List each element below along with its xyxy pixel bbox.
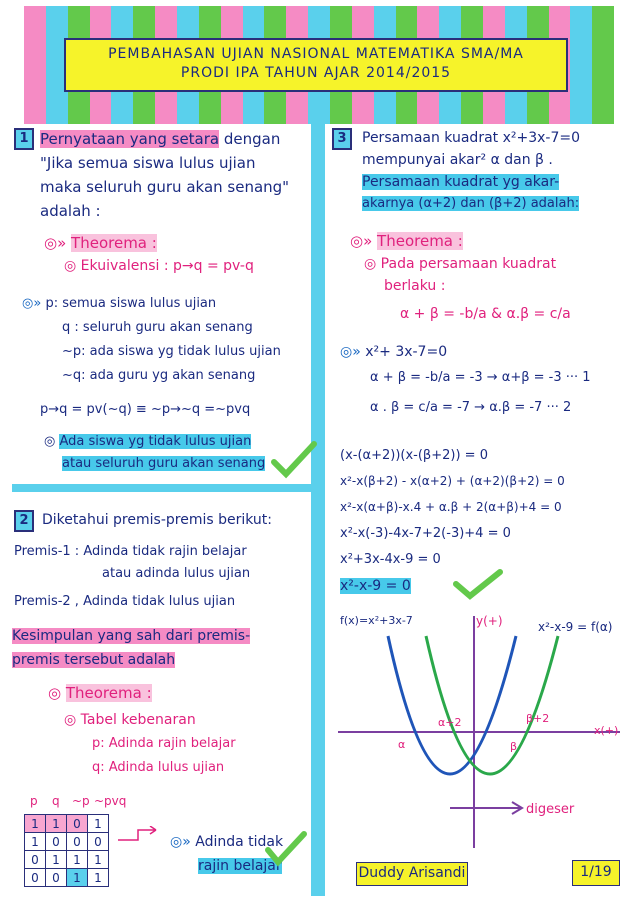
parabola-shifted	[426, 636, 558, 774]
tt-header-p: p	[30, 794, 38, 808]
table-cell: 0	[25, 869, 46, 887]
q3-eq-6	[340, 578, 411, 594]
q3-eq-3: x²-x(α+β)-x.4 + α.β + 2(α+β)+4 = 0	[340, 500, 562, 514]
q2-p: p: Adinda rajin belajar	[92, 736, 236, 751]
q3-eq-2: x²-x(β+2) - x(α+2) + (α+2)(β+2) = 0	[340, 474, 565, 488]
q3-eq-5: x²+3x-4x-9 = 0	[340, 552, 441, 567]
title-line-1: PEMBAHASAN UJIAN NASIONAL MATEMATIKA SMA/MA	[108, 46, 524, 62]
table-cell: 1	[46, 851, 67, 869]
q3-line-2: mempunyai akar² α dan β .	[362, 152, 553, 168]
graph-digeser-label: digeser	[526, 802, 575, 817]
table-cell: 1	[88, 815, 109, 833]
center-divider	[311, 124, 325, 896]
q1-q: q : seluruh guru akan senang	[62, 320, 253, 335]
check-icon	[452, 568, 504, 602]
q2-premis-1a: Premis-1 : Adinda tidak rajin belajar	[14, 544, 247, 559]
q3-eq-4: x²-x(-3)-4x-7+2(-3)+4 = 0	[340, 526, 511, 541]
q2-number-badge: 2	[14, 510, 34, 532]
q3-theorem-label: Theorema :	[377, 232, 463, 250]
tt-header-npvq: ~pvq	[94, 794, 127, 808]
q2-theorem	[48, 684, 152, 702]
q1-answer-2-text: atau seluruh guru akan senang	[62, 456, 266, 471]
q1-theorem	[44, 234, 157, 252]
q2-tabel	[64, 712, 196, 728]
table-cell: 0	[67, 833, 88, 851]
parabola-graph	[330, 612, 630, 852]
bullet-icon: ◎	[44, 434, 60, 449]
q3-pada-2: berlaku :	[384, 278, 446, 294]
target-icon: ◎»	[170, 834, 196, 850]
q1-line-4: adalah :	[40, 202, 101, 220]
q1-p	[22, 296, 216, 311]
table-row	[25, 851, 109, 869]
title-line-2: PRODI IPA TAHUN AJAR 2014/2015	[180, 65, 452, 81]
table-cell: 1	[46, 815, 67, 833]
q1-equiv	[64, 258, 254, 274]
q3-line-1: Persamaan kuadrat x²+3x-7=0	[362, 130, 581, 146]
q3-line-3	[362, 174, 559, 190]
q1-line-1	[40, 130, 280, 148]
q3-step-2: α + β = -b/a = -3 → α+β = -3 ··· 1	[370, 370, 591, 385]
q2-answer-2-text: rajin belajar	[198, 858, 282, 874]
arrow-right-icon	[116, 826, 176, 850]
q3-eq-1: (x-(α+2))(x-(β+2)) = 0	[340, 448, 488, 463]
target-icon: ◎»	[350, 232, 378, 250]
q3-vieta: α + β = -b/a & α.β = c/a	[400, 306, 571, 322]
q3-line-4	[362, 196, 579, 211]
table-row	[25, 833, 109, 851]
q3-line-4-text: akarnya (α+2) dan (β+2) adalah:	[362, 196, 580, 211]
table-cell: 1	[88, 869, 109, 887]
graph-b2-label: β+2	[526, 712, 550, 725]
target-icon: ◎»	[22, 296, 46, 311]
q2-line-1: Diketahui premis-premis berikut:	[42, 512, 272, 528]
q2-q: q: Adinda lulus ujian	[92, 760, 225, 775]
q1-answer-2	[62, 456, 265, 471]
q3-step-1-text: x²+ 3x-7=0	[365, 344, 448, 360]
q3-eq-6-text: x²-x-9 = 0	[340, 578, 411, 594]
table-cell: 1	[88, 851, 109, 869]
parabola-original	[388, 636, 516, 774]
table-row	[25, 869, 109, 887]
q2-tabel-text: Tabel kebenaran	[80, 712, 196, 728]
q1-answer-1	[44, 434, 251, 449]
q2-kesimpulan-1	[12, 628, 250, 644]
graph-a-label: α	[398, 738, 406, 751]
q2-kesimpulan-2	[12, 652, 175, 668]
q1-highlight: Pernyataan yang setara	[40, 130, 220, 148]
q1-number-badge: 1	[14, 128, 34, 150]
table-cell: 1	[25, 833, 46, 851]
table-cell: 1	[25, 815, 46, 833]
q1-line-1-tail: dengan	[223, 130, 281, 148]
q1-np: ~p: ada siswa yg tidak lulus ujian	[62, 344, 281, 359]
graph-y-label: y(+)	[476, 614, 503, 628]
q2-premis-1b: atau adinda lulus ujian	[102, 566, 251, 581]
bullet-icon: ◎	[64, 258, 81, 274]
table-row	[25, 815, 109, 833]
table-cell: 1	[67, 851, 88, 869]
q2-kesimpulan-2-text: premis tersebut adalah	[12, 652, 176, 668]
q2-theorem-label: Theorema :	[65, 684, 152, 702]
graph-f-label: f(x)=x²+3x-7	[340, 614, 413, 627]
graph-b-label: β	[510, 740, 518, 753]
q3-step-3: α . β = c/a = -7 → α.β = -7 ··· 2	[370, 400, 572, 415]
table-cell: 0	[67, 815, 88, 833]
q3-number-badge: 3	[332, 128, 352, 150]
table-cell: 0	[88, 833, 109, 851]
bullet-icon: ◎	[364, 256, 381, 272]
q1-p-text: p: semua siswa lulus ujian	[45, 296, 217, 311]
table-cell: 1	[67, 869, 88, 887]
target-icon: ◎»	[340, 344, 366, 360]
check-icon	[270, 440, 318, 480]
q3-theorem	[350, 232, 463, 250]
q1-theorem-label: Theorema :	[71, 234, 157, 252]
q2-kesimpulan-1-text: Kesimpulan yang sah dari premis-	[12, 628, 251, 644]
q1-line-3: maka seluruh guru akan senang"	[40, 178, 290, 196]
q2-premis-2: Premis-2 , Adinda tidak lulus ujian	[14, 594, 236, 609]
q3-pada-1-text: Pada persamaan kuadrat	[380, 256, 557, 272]
truth-table	[24, 814, 109, 887]
section-divider	[12, 484, 312, 492]
graph-a2-label: α+2	[438, 716, 462, 729]
q1-equiv-text: Ekuivalensi : p→q = pv-q	[80, 258, 254, 274]
table-cell: 0	[46, 869, 67, 887]
q3-step-1	[340, 344, 447, 360]
author-signature: Duddy Arisandi	[356, 862, 468, 886]
graph-fa-label: x²-x-9 = f(α)	[538, 620, 613, 634]
bullet-icon: ◎	[64, 712, 81, 728]
target-icon: ◎»	[44, 234, 67, 252]
tt-header-np: ~p	[72, 794, 90, 808]
q2-answer-1-text: Adinda tidak	[195, 834, 284, 850]
check-icon	[264, 830, 308, 868]
q1-nq: ~q: ada guru yg akan senang	[62, 368, 256, 383]
tt-header-q: q	[52, 794, 60, 808]
page-number: 1/19	[572, 860, 620, 886]
q1-answer-1-text: Ada siswa yg tidak lulus ujian	[59, 434, 252, 449]
table-cell: 0	[46, 833, 67, 851]
q3-line-3-text: Persamaan kuadrat yg akar-	[362, 174, 560, 190]
title-banner	[64, 38, 568, 92]
graph-x-label: x(+)	[594, 724, 619, 737]
bullet-icon: ◎	[48, 684, 66, 702]
table-cell: 0	[25, 851, 46, 869]
q1-formula: p→q = pv(~q) ≡ ~p→~q =~pvq	[40, 402, 251, 417]
q1-line-2: "Jika semua siswa lulus ujian	[40, 154, 256, 172]
q3-pada-1	[364, 256, 556, 272]
